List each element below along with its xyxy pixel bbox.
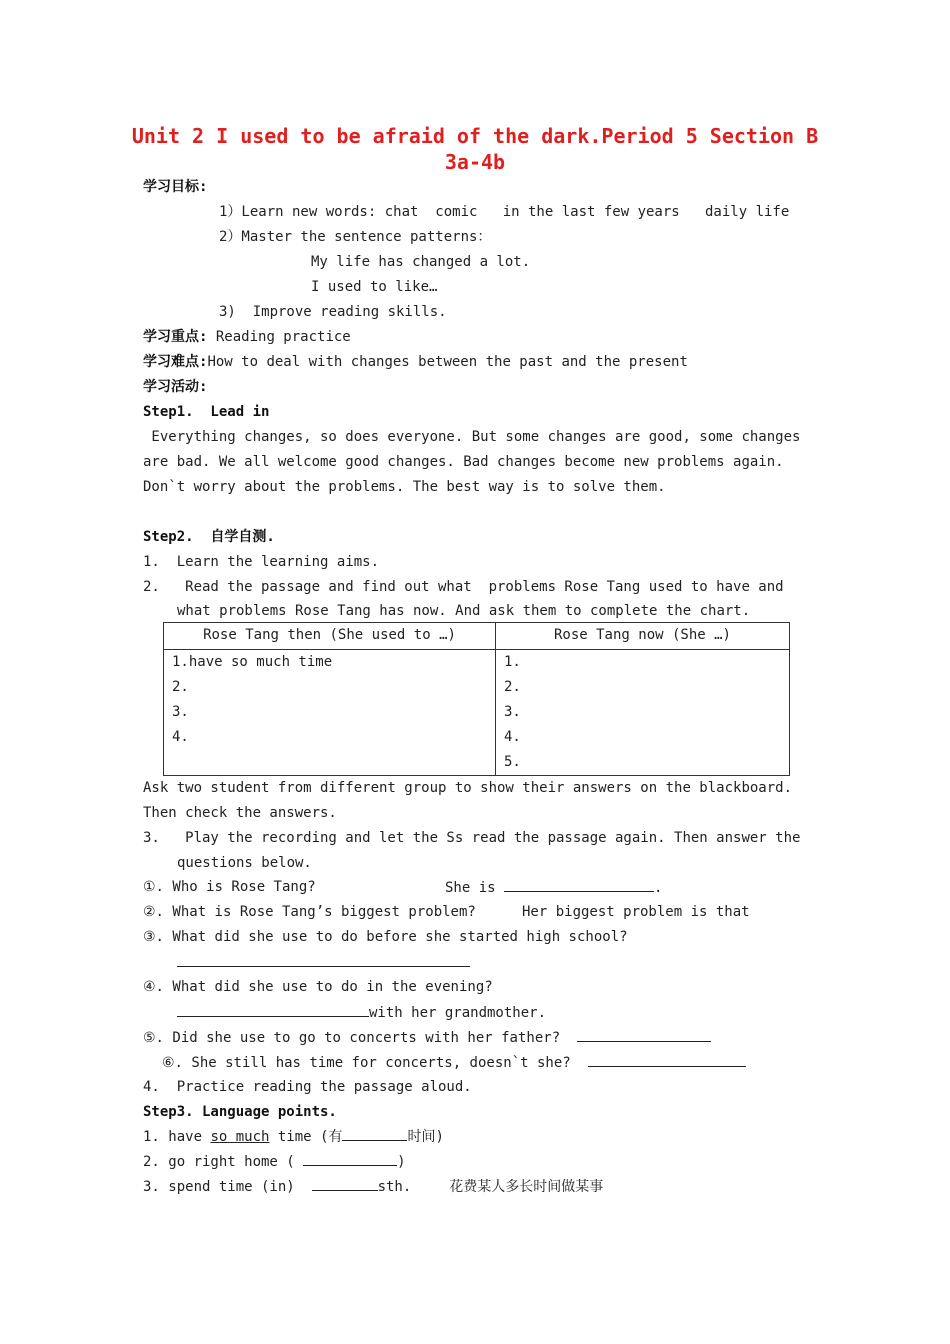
answer-6-blank[interactable] (588, 1052, 746, 1067)
chart-cell: 4. (172, 729, 189, 745)
focus-text: Reading practice (207, 329, 351, 345)
question-4: ④. What did she use to do in the evening? (143, 979, 493, 995)
answer-4-text: with her grandmother. (369, 1005, 547, 1021)
answer-2-label: Her biggest problem is that (522, 904, 750, 920)
language-point-2 (143, 1151, 406, 1172)
step1-line: Don`t worry about the problems. The best way is to solve them. (143, 479, 666, 495)
step2-heading (143, 527, 275, 547)
step1-heading: Step1. Lead in (143, 404, 270, 420)
answer-4 (177, 1002, 546, 1023)
chart-cell: 3. (504, 704, 521, 720)
question-5-text: ⑤. Did she use to go to concerts with her father? (143, 1030, 561, 1046)
step2-item-3: 3. Play the recording and let the Ss read the passage again. Then answer the (143, 830, 801, 846)
objective-item: My life has changed a lot. (311, 254, 531, 270)
lp3-chinese: 花费某人多长时间做某事 (449, 1179, 604, 1195)
question-3: ③. What did she use to do before she started high school? (143, 929, 628, 945)
answer-5-blank[interactable] (577, 1027, 711, 1042)
objective-item: 1）Learn new words: chat comic in the last few years daily life (219, 204, 790, 220)
objectives-label: 学习目标: (143, 179, 208, 195)
lp2-end: ) (397, 1154, 406, 1170)
chart-col-now (496, 650, 790, 776)
lp1-word: so much (210, 1129, 270, 1145)
lp3-mid: sth. (377, 1179, 412, 1195)
after-chart-line: Then check the answers. (143, 805, 337, 821)
chart-cell: 2. (172, 679, 189, 695)
objective-item: 3) Improve reading skills. (219, 304, 447, 320)
chart-header-now: Rose Tang now (She …) (496, 623, 790, 650)
difficulty-row (143, 352, 688, 372)
difficulty-text: How to deal with changes between the past and the present (207, 354, 688, 370)
answer-3-blank[interactable] (177, 966, 470, 967)
lp1-end: 时间) (407, 1129, 444, 1145)
lp3-blank[interactable] (312, 1176, 378, 1191)
step2-heading-en: Step2. (143, 529, 194, 545)
language-point-3 (143, 1176, 603, 1197)
question-2: ②. What is Rose Tang’s biggest problem? (143, 904, 476, 920)
lp2-blank[interactable] (303, 1151, 397, 1166)
answer-4-blank[interactable] (177, 1002, 369, 1017)
step1-line: Everything changes, so does everyone. But some changes are good, some changes (143, 429, 801, 445)
question-6 (162, 1052, 746, 1073)
focus-row (143, 327, 351, 347)
difficulty-label: 学习难点: (143, 354, 208, 370)
answer-1-end: . (654, 880, 663, 896)
rose-tang-chart (163, 622, 790, 776)
after-chart-line: Ask two student from different group to show their answers on the blackboard. (143, 780, 793, 796)
lp1-prefix: 1. have (143, 1129, 211, 1145)
step1-line: are bad. We all welcome good changes. Bad changes become new problems again. (143, 454, 784, 470)
page-subtitle: 3a-4b (444, 150, 506, 174)
focus-label: 学习重点: (143, 329, 208, 345)
language-point-1 (143, 1126, 444, 1147)
question-5 (143, 1027, 711, 1048)
answer-1 (445, 877, 662, 898)
chart-cell: 5. (504, 754, 521, 770)
question-1: ①. Who is Rose Tang? (143, 879, 316, 895)
step2-item-4: 4. Practice reading the passage aloud. (143, 1079, 472, 1095)
lp2-prefix: 2. go right home ( (143, 1154, 304, 1170)
question-6-text: ⑥. She still has time for concerts, doesn`t she? (162, 1055, 571, 1071)
objective-item: I used to like… (311, 279, 438, 295)
step3-heading: Step3. Language points. (143, 1104, 337, 1120)
chart-col-then (164, 650, 496, 776)
step2-item-2-cont: what problems Rose Tang has now. And ask them to complete the chart. (177, 603, 751, 619)
lp3-prefix: 3. spend time (in) (143, 1179, 312, 1195)
chart-cell: 4. (504, 729, 521, 745)
chart-cell: 3. (172, 704, 189, 720)
step2-heading-cn: 自学自测. (210, 529, 275, 545)
objective-item: 2）Master the sentence patterns： (219, 229, 492, 245)
answer-1-label: She is (445, 880, 496, 896)
step2-item-2: 2. Read the passage and find out what problems Rose Tang used to have and (143, 579, 784, 595)
page-title: Unit 2 I used to be afraid of the dark.Period 5 Section B (131, 124, 819, 148)
chart-cell: 1.have so much time (172, 654, 333, 670)
chart-cell: 2. (504, 679, 521, 695)
step2-item-1: 1. Learn the learning aims. (143, 554, 380, 570)
lp1-mid: time (有 (269, 1129, 343, 1145)
step2-item-3-cont: questions below. (177, 855, 312, 871)
chart-cell: 1. (504, 654, 521, 670)
activities-label: 学习活动: (143, 379, 208, 395)
chart-header-then: Rose Tang then (She used to …) (164, 623, 496, 650)
answer-1-blank[interactable] (504, 877, 654, 892)
lp1-blank[interactable] (342, 1126, 407, 1141)
